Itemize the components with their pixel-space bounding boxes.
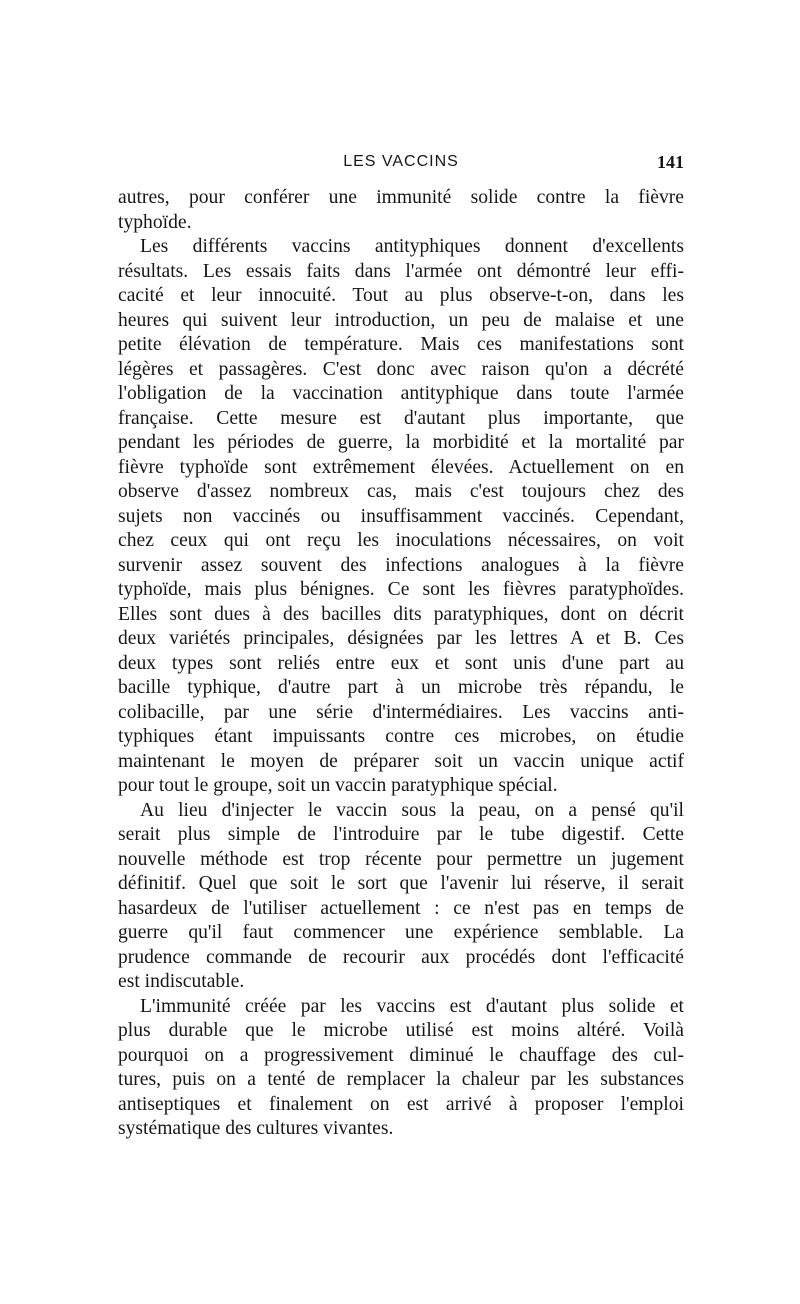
text-line: Les différents vaccins antityphiques donnent d'excellents [140, 236, 684, 257]
text-line: légères et passagères. C'est donc avec raison qu'on a décrété [118, 358, 684, 380]
body-text [118, 186, 684, 1142]
text-line: pourquoi on a progressivement diminué le chauffage des cul- [118, 1044, 684, 1066]
text-line: deux types sont reliés entre eux et sont unis d'une part au [118, 652, 684, 674]
text-line: colibacille, par une série d'intermédiaires. Les vaccins anti- [118, 701, 684, 723]
text-line: systématique des cultures vivantes. [118, 1118, 394, 1139]
paragraph [118, 799, 684, 995]
text-line: observe d'assez nombreux cas, mais c'est toujours chez des [118, 481, 684, 502]
text-line: bacille typhique, d'autre part à un microbe très répandu, le [118, 677, 684, 698]
text-line: Au lieu d'injecter le vaccin sous la peau, on a pensé qu'il [140, 799, 684, 821]
text-line: antiseptiques et finalement on est arrivé à proposer l'emploi [118, 1093, 684, 1115]
text-line: L'immunité créée par les vaccins est d'autant plus solide et [140, 995, 684, 1017]
text-line: prudence commande de recourir aux procédés dont l'efficacité [118, 946, 684, 968]
text-line: sujets non vaccinés ou insuffisamment vaccinés. Cependant, [118, 505, 684, 527]
text-line: petite élévation de température. Mais ces manifestations sont [118, 334, 684, 355]
text-line: survenir assez souvent des infections analogues à la fièvre [118, 554, 684, 576]
text-line: maintenant le moyen de préparer soit un vaccin unique actif [118, 750, 684, 772]
text-line: nouvelle méthode est trop récente pour permettre un jugement [118, 848, 684, 870]
text-line: l'obligation de la vaccination antityphique dans toute l'armée [118, 383, 684, 404]
text-line: est indiscutable. [118, 971, 245, 992]
page-number: 141 [657, 152, 684, 172]
running-head [118, 150, 684, 174]
paragraph [118, 995, 684, 1142]
text-line: cacité et leur innocuité. Tout au plus observe-t-on, dans les [118, 285, 684, 306]
text-line: définitif. Quel que soit le sort que l'avenir lui réserve, il serait [118, 873, 684, 894]
text-line: plus durable que le microbe utilisé est moins altéré. Voilà [118, 1020, 684, 1041]
text-line: fièvre typhoïde sont extrêmement élevées. Actuellement on en [118, 456, 684, 478]
text-line: autres, pour conférer une immunité solide contre la fièvre [118, 187, 684, 208]
text-line: Elles sont dues à des bacilles dits paratyphiques, dont on décrit [118, 603, 684, 625]
text-line: guerre qu'il faut commencer une expérience semblable. La [118, 922, 684, 943]
text-line: française. Cette mesure est d'autant plus importante, que [118, 407, 684, 429]
text-line: heures qui suivent leur introduction, un peu de malaise et une [118, 309, 684, 331]
text-line: deux variétés principales, désignées par les lettres A et B. Ces [118, 628, 684, 649]
text-line: typhiques étant impuissants contre ces microbes, on étudie [118, 726, 684, 747]
text-line: chez ceux qui ont reçu les inoculations nécessaires, on voit [118, 530, 684, 551]
paragraph [118, 235, 684, 799]
text-line: pendant les périodes de guerre, la morbidité et la mortalité par [118, 432, 684, 453]
paragraph [118, 186, 684, 235]
running-title: LES VACCINS [343, 153, 459, 170]
text-line: tures, puis on a tenté de remplacer la chaleur par les substances [118, 1069, 684, 1090]
text-line: pour tout le groupe, soit un vaccin paratyphique spécial. [118, 775, 558, 796]
text-line: typhoïde, mais plus bénignes. Ce sont les fièvres paratyphoïdes. [118, 579, 684, 600]
text-line: résultats. Les essais faits dans l'armée ont démontré leur effi- [118, 260, 684, 282]
text-line: serait plus simple de l'introduire par le tube digestif. Cette [118, 824, 684, 845]
text-line: hasardeux de l'utiliser actuellement : ce n'est pas en temps de [118, 897, 684, 919]
text-line: typhoïde. [118, 211, 192, 233]
